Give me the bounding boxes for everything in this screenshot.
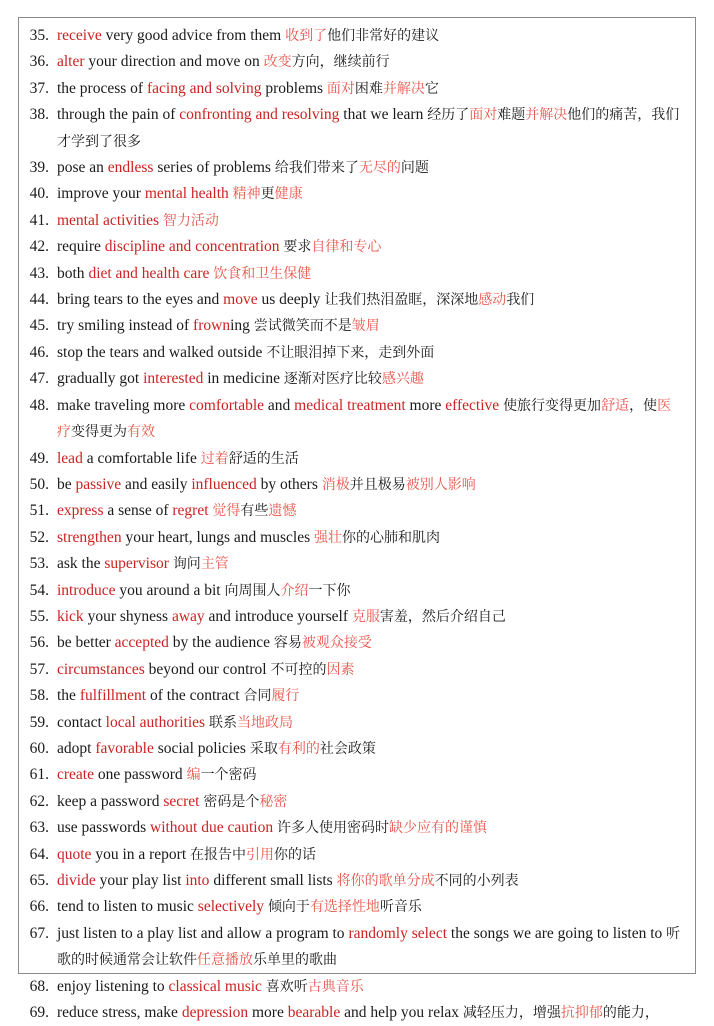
item-number: 42.	[29, 238, 49, 256]
highlighted-text: 秘密	[259, 793, 288, 810]
phrase-item	[19, 551, 695, 577]
plain-text: 让我们热泪盈眶，深深地	[324, 292, 479, 309]
highlighted-text: 将你的歌单	[336, 873, 407, 889]
highlighted-text: supervisor	[104, 555, 169, 573]
item-text	[57, 894, 683, 920]
item-text	[57, 498, 683, 524]
item-number: 60.	[29, 739, 49, 757]
item-text	[57, 393, 683, 446]
highlighted-text: 舒适	[601, 397, 630, 414]
highlighted-text: local authorities	[105, 713, 206, 731]
highlighted-text: medical treatment	[294, 396, 406, 414]
item-number: 65.	[29, 872, 49, 889]
phrase-item	[19, 393, 695, 446]
plain-text: in medicine	[203, 370, 284, 388]
phrase-item	[19, 76, 695, 102]
phrase-item	[19, 102, 695, 155]
phrase-item	[19, 894, 695, 920]
plain-text: 联系	[208, 714, 237, 731]
highlighted-text: express	[57, 502, 104, 520]
highlighted-text: 有利的	[277, 740, 320, 757]
plain-text: by the audience	[168, 634, 274, 652]
plain-text: and help you relax	[340, 1004, 463, 1022]
highlighted-text: introduce	[57, 581, 116, 599]
item-text	[57, 472, 683, 498]
highlighted-text: facing and solving	[146, 79, 262, 97]
item-number: 44.	[29, 291, 49, 309]
highlighted-text: kick	[57, 607, 84, 625]
plain-text: just listen to a play list and allow a program to	[57, 924, 349, 942]
highlighted-text: quote	[57, 845, 92, 863]
plain-text: social policies	[153, 739, 250, 757]
plain-text: one password	[94, 766, 187, 784]
plain-text: 的能力，	[602, 1005, 659, 1022]
item-number: 48.	[29, 396, 49, 414]
plain-text: stop the tears and walked outside	[57, 343, 267, 361]
plain-text: beyond our control	[144, 660, 271, 678]
plain-text: series of problems	[153, 159, 275, 177]
item-number: 68.	[29, 977, 49, 995]
phrase-item	[19, 366, 695, 392]
plain-text: your play list	[95, 872, 186, 889]
phrase-item	[19, 683, 695, 709]
highlighted-text: 影响	[447, 476, 476, 493]
phrase-item	[19, 789, 695, 815]
item-text	[57, 287, 683, 313]
plain-text: the process of	[57, 79, 147, 97]
highlighted-text: favorable	[95, 739, 154, 757]
plain-text: through the pain of	[57, 106, 180, 124]
phrase-item	[19, 208, 695, 234]
highlighted-text: influenced	[191, 475, 257, 493]
highlighted-text: accepted	[114, 634, 169, 652]
plain-text: your direction and move on	[84, 53, 264, 71]
highlighted-text: lead	[57, 449, 83, 467]
plain-text: the	[57, 687, 80, 705]
plain-text: by others	[256, 475, 322, 493]
highlighted-text: passive	[75, 475, 122, 493]
highlighted-text: mental activities	[57, 211, 160, 229]
item-text	[57, 155, 683, 181]
highlighted-text: 编	[186, 767, 201, 784]
item-number: 51.	[29, 502, 49, 520]
plain-text: your heart, lungs and muscles	[121, 528, 314, 546]
item-number: 50.	[29, 475, 49, 493]
highlighted-text: 皱眉	[351, 318, 380, 335]
item-text	[57, 49, 683, 75]
item-number: 45.	[29, 317, 49, 335]
highlighted-text: 缺少应有的谨慎	[389, 820, 487, 837]
highlighted-text: 接受	[343, 635, 372, 652]
highlighted-text: alter	[57, 53, 85, 71]
phrase-item	[19, 762, 695, 788]
item-number: 53.	[29, 555, 49, 573]
highlighted-text: 无尽的	[358, 160, 401, 177]
item-number: 58.	[29, 687, 49, 705]
plain-text: 尝试微笑而不是	[253, 318, 352, 335]
highlighted-text: 遗憾	[268, 503, 297, 520]
plain-text: 一下你	[308, 582, 351, 599]
plain-text: gradually got	[57, 370, 144, 388]
highlighted-text: 消极	[321, 476, 350, 493]
plain-text: 他们的痛苦，我们才学到了很多	[57, 107, 680, 150]
item-text	[57, 551, 683, 577]
content-frame	[18, 17, 696, 1022]
item-number: 62.	[29, 792, 49, 810]
plain-text: 更	[260, 186, 275, 203]
item-text	[57, 578, 683, 604]
item-text	[57, 102, 683, 155]
highlighted-text: depression	[181, 1004, 249, 1022]
plain-text: and	[264, 396, 295, 414]
item-text	[57, 208, 683, 234]
item-number: 63.	[29, 819, 49, 837]
highlighted-text: strengthen	[57, 528, 122, 546]
plain-text: 喜欢听	[265, 978, 308, 995]
plain-text: 听音乐	[379, 899, 422, 916]
phrase-item	[19, 815, 695, 841]
item-number: 41.	[29, 211, 49, 229]
plain-text: require	[57, 238, 105, 256]
item-number: 55.	[29, 607, 49, 625]
plain-text: improve your	[57, 185, 145, 203]
plain-text: 给我们带来了	[274, 160, 359, 177]
item-text	[57, 313, 683, 339]
plain-text: 不让眼泪掉下来，走到外面	[266, 344, 435, 361]
highlighted-text: 自律和专心	[311, 239, 382, 256]
plain-text: 并且极易	[349, 476, 406, 493]
item-number: 59.	[29, 713, 49, 731]
plain-text: 问题	[400, 160, 429, 177]
item-number: 52.	[29, 528, 49, 546]
plain-text: tend to listen to music	[57, 898, 198, 916]
plain-text: a comfortable life	[82, 449, 201, 467]
phrase-item	[19, 234, 695, 260]
plain-text: 乐单里的歌曲	[253, 952, 337, 969]
item-number: 69.	[29, 1004, 49, 1022]
phrase-item	[19, 842, 695, 868]
item-number: 66.	[29, 898, 49, 916]
phrase-item	[19, 23, 695, 49]
item-number: 46.	[29, 343, 49, 361]
phrase-item	[19, 49, 695, 75]
item-number: 64.	[29, 845, 49, 863]
item-text	[57, 974, 683, 1000]
plain-text: be better	[57, 634, 115, 652]
plain-text: 经历了	[427, 107, 470, 124]
plain-text: reduce stress, make	[57, 1004, 182, 1022]
item-number: 36.	[29, 53, 49, 71]
item-number: 37.	[29, 79, 49, 97]
phrase-item	[19, 155, 695, 181]
item-text	[57, 604, 683, 630]
highlighted-text: regret	[172, 502, 209, 520]
highlighted-text: confronting and resolving	[179, 106, 340, 124]
item-text	[57, 868, 683, 894]
highlighted-text: 抗抑郁	[560, 1005, 603, 1022]
phrase-item	[19, 578, 695, 604]
plain-text: 你的心肺和肌肉	[342, 529, 440, 546]
item-number: 61.	[29, 766, 49, 784]
highlighted-text: discipline and concentration	[104, 238, 280, 256]
plain-text: 舒适的生活	[228, 450, 299, 467]
plain-text: keep a password	[57, 792, 164, 810]
item-text	[57, 234, 683, 260]
phrase-item	[19, 181, 695, 207]
highlighted-text: endless	[107, 159, 154, 177]
phrase-item	[19, 498, 695, 524]
plain-text: contact	[57, 713, 106, 731]
highlighted-text: circumstances	[57, 660, 145, 678]
plain-text: 不同的小列表	[434, 873, 519, 889]
plain-text: 困难	[354, 80, 383, 97]
plain-text: 倾向于	[267, 899, 310, 916]
plain-text: bring tears to the eyes and	[57, 291, 224, 309]
plain-text: different small lists	[209, 872, 337, 889]
highlighted-text: 感动	[478, 292, 507, 309]
plain-text: make traveling more	[57, 396, 190, 414]
phrase-list	[19, 23, 695, 1026]
highlighted-text: effective	[445, 396, 500, 414]
highlighted-text: 过着	[200, 450, 229, 467]
plain-text: that we learn	[339, 106, 428, 124]
item-number: 40.	[29, 185, 49, 203]
item-number: 39.	[29, 159, 49, 177]
highlighted-text: 健康	[274, 186, 303, 203]
phrase-item	[19, 313, 695, 339]
plain-text: 一个密码	[200, 767, 257, 784]
item-number: 35.	[29, 27, 49, 44]
highlighted-text: 智力活动	[162, 212, 219, 229]
item-text	[57, 736, 683, 762]
highlighted-text: 履行	[271, 688, 300, 705]
plain-text: use passwords	[57, 819, 150, 837]
highlighted-text: 精神	[232, 186, 261, 203]
plain-text: 有些	[240, 503, 269, 520]
highlighted-text: move	[223, 291, 258, 309]
plain-text: 向周围人	[224, 582, 281, 599]
item-number: 67.	[29, 924, 49, 942]
item-text	[57, 710, 683, 736]
highlighted-text: randomly select	[348, 924, 448, 942]
highlighted-text: into	[185, 872, 210, 889]
highlighted-text: comfortable	[189, 396, 265, 414]
highlighted-text: 古典音乐	[307, 978, 364, 995]
highlighted-text: 感兴趣	[381, 371, 424, 388]
item-text	[57, 789, 683, 815]
plain-text: you in a report	[91, 845, 191, 863]
phrase-item	[19, 340, 695, 366]
plain-text: 在报告中	[190, 846, 247, 863]
plain-text: ，使	[629, 397, 658, 414]
highlighted-text: 并解决	[382, 80, 425, 97]
plain-text: 我们	[506, 292, 535, 309]
highlighted-text: bearable	[287, 1004, 341, 1022]
phrase-item	[19, 261, 695, 287]
phrase-item	[19, 868, 695, 894]
item-text	[57, 23, 683, 49]
highlighted-text: classical music	[168, 977, 262, 995]
highlighted-text: 介绍	[280, 582, 309, 599]
highlighted-text: 面对	[469, 107, 498, 124]
plain-text: 难题	[497, 107, 526, 124]
highlighted-text: 当地政局	[236, 714, 293, 731]
highlighted-text: mental health	[144, 185, 229, 203]
plain-text: 你的话	[274, 846, 317, 863]
item-number: 57.	[29, 660, 49, 678]
phrase-item	[19, 472, 695, 498]
highlighted-text: 被别人	[405, 476, 448, 493]
highlighted-text: 有效	[127, 424, 155, 441]
highlighted-text: create	[57, 766, 94, 784]
plain-text: pose an	[57, 159, 108, 177]
plain-text: 它	[424, 80, 439, 97]
plain-text: a sense of	[103, 502, 173, 520]
plain-text: the songs we are going to listen to	[447, 924, 667, 942]
plain-text: ing	[230, 317, 254, 335]
item-text	[57, 261, 683, 287]
item-text	[57, 525, 683, 551]
plain-text: 使旅行变得更加	[503, 397, 602, 414]
plain-text: your shyness	[83, 607, 172, 625]
plain-text: adopt	[57, 739, 96, 757]
plain-text: be	[57, 475, 76, 493]
item-number: 49.	[29, 449, 49, 467]
item-number: 54.	[29, 581, 49, 599]
item-text	[57, 842, 683, 868]
highlighted-text: 分成	[406, 873, 435, 889]
highlighted-text: secret	[163, 792, 200, 810]
plain-text: 采取	[249, 740, 278, 757]
item-number: 47.	[29, 370, 49, 388]
phrase-item	[19, 921, 695, 974]
highlighted-text: frown	[193, 317, 231, 335]
phrase-item	[19, 630, 695, 656]
highlighted-text: 觉得	[212, 503, 241, 520]
plain-text: 密码是个	[203, 793, 260, 810]
highlighted-text: 面对	[326, 80, 355, 97]
plain-text: 逐渐对医疗比较	[283, 371, 382, 388]
highlighted-text: 医疗	[57, 397, 672, 441]
phrase-item	[19, 710, 695, 736]
item-text	[57, 76, 683, 102]
plain-text: 方向，继续前行	[291, 54, 390, 71]
phrase-item	[19, 974, 695, 1000]
plain-text: and easily	[121, 475, 192, 493]
item-text	[57, 762, 683, 788]
plain-text: both	[57, 264, 89, 282]
plain-text: of the contract	[146, 687, 244, 705]
highlighted-text: interested	[143, 370, 204, 388]
highlighted-text: fulfillment	[79, 687, 147, 705]
item-text	[57, 683, 683, 709]
highlighted-text: 引用	[246, 846, 275, 863]
item-text	[57, 181, 683, 207]
highlighted-text: without due caution	[150, 819, 274, 837]
plain-text: 变得更为	[71, 424, 127, 441]
highlighted-text: 克服	[351, 608, 380, 625]
phrase-item	[19, 287, 695, 313]
plain-text: 询问	[172, 556, 201, 573]
highlighted-text: selectively	[197, 898, 265, 916]
plain-text: 容易	[273, 635, 302, 652]
item-text	[57, 815, 683, 841]
plain-text: us deeply	[257, 291, 325, 309]
phrase-item	[19, 604, 695, 630]
highlighted-text: 饮食和卫生保健	[213, 265, 312, 282]
plain-text: and introduce yourself	[204, 607, 352, 625]
item-text	[57, 630, 683, 656]
plain-text: problems	[261, 79, 327, 97]
highlighted-text: 并解决	[525, 107, 568, 124]
plain-text: you around a bit	[115, 581, 225, 599]
highlighted-text: away	[171, 607, 205, 625]
plain-text: 听歌的时候通常会让软件	[57, 925, 681, 969]
item-text	[57, 1000, 683, 1026]
highlighted-text: 收到了	[285, 28, 328, 44]
phrase-item	[19, 525, 695, 551]
item-text	[57, 366, 683, 392]
plain-text: 他们非常好的建议	[327, 28, 440, 44]
highlighted-text: 主管	[200, 556, 229, 573]
plain-text: more	[248, 1004, 288, 1022]
item-text	[57, 921, 683, 974]
item-number: 38.	[29, 106, 49, 124]
plain-text: 害羞，然后介绍自己	[379, 608, 506, 625]
highlighted-text: 任意播放	[197, 952, 253, 969]
plain-text: 合同	[243, 688, 272, 705]
plain-text: 许多人使用密码时	[277, 820, 389, 837]
plain-text: more	[405, 396, 446, 414]
plain-text: enjoy listening to	[57, 977, 169, 995]
plain-text: very good advice from them	[101, 27, 286, 44]
plain-text: 不可控的	[270, 661, 327, 678]
plain-text: 要求	[283, 239, 312, 256]
phrase-item	[19, 1000, 695, 1026]
highlighted-text: 强壮	[314, 529, 342, 546]
phrase-item	[19, 657, 695, 683]
item-number: 56.	[29, 634, 49, 652]
item-text	[57, 340, 683, 366]
phrase-item	[19, 736, 695, 762]
item-text	[57, 657, 683, 683]
phrase-item	[19, 446, 695, 472]
highlighted-text: 改变	[263, 54, 292, 71]
highlighted-text: 有选择性地	[309, 899, 380, 916]
highlighted-text: diet and health care	[88, 264, 210, 282]
highlighted-text: divide	[57, 872, 96, 889]
highlighted-text: receive	[57, 27, 102, 44]
item-number: 43.	[29, 264, 49, 282]
plain-text: 减轻压力，增强	[462, 1005, 561, 1022]
highlighted-text: 因素	[326, 661, 355, 678]
plain-text: try smiling instead of	[57, 317, 194, 335]
plain-text: 社会政策	[319, 740, 376, 757]
highlighted-text: 被观众	[301, 635, 344, 652]
plain-text: ask the	[57, 555, 105, 573]
item-text	[57, 446, 683, 472]
